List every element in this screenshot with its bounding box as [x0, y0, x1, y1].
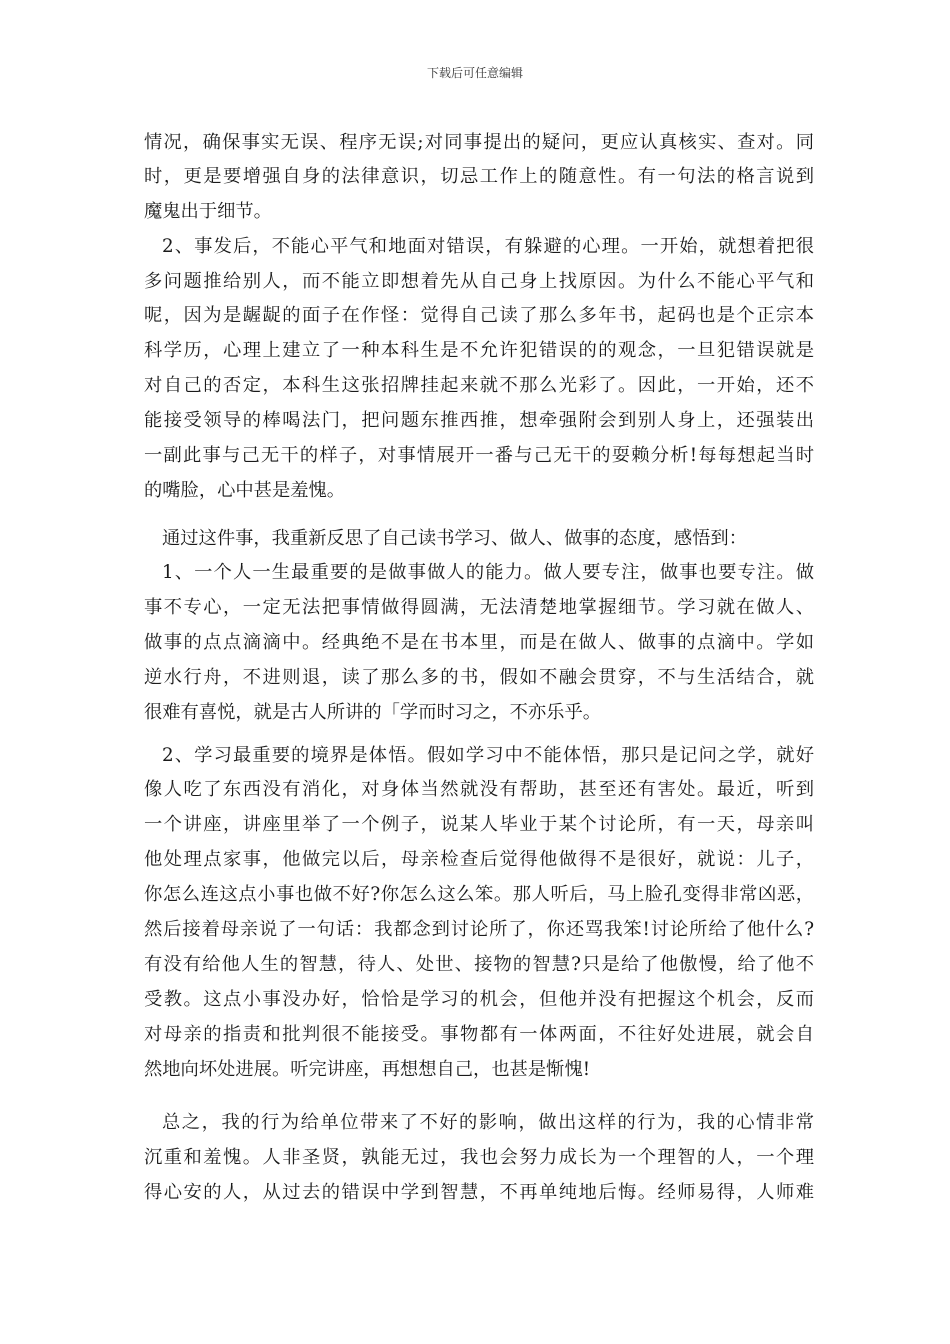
text-line: 2、事发后，不能心平气和地面对错误，有躲避的心理。一开始，就想着把很	[162, 236, 814, 257]
text-line: 的嘴脸，心中甚是羞愧。	[144, 480, 346, 501]
text-line: 1、一个人一生最重要的是做事做人的能力。做人要专注，做事也要专注。做	[162, 562, 814, 583]
text-line: 事不专心，一定无法把事情做得圆满，无法清楚地掌握细节。学习就在做人、	[144, 597, 814, 618]
text-line: 科学历，心理上建立了一种本科生是不允许犯错误的的观念，一旦犯错误就是	[144, 340, 814, 361]
page-header: 下载后可任意编辑	[426, 66, 523, 80]
text-line: 受教。这点小事没办好，恰恰是学习的机会，但他并没有把握这个机会，反而	[144, 989, 814, 1010]
text-line: 然地向坏处进展。听完讲座，再想想自己，也甚是惭愧!	[144, 1059, 591, 1080]
text-line: 通过这件事，我重新反思了自己读书学习、做人、做事的态度，感悟到：	[162, 528, 747, 549]
text-line: 一个讲座，讲座里举了一个例子，说某人毕业于某个讨论所，有一天，母亲叫	[144, 814, 814, 835]
text-line: 得心安的人，从过去的错误中学到智慧，不再单纯地后悔。经师易得，人师难	[144, 1182, 814, 1203]
text-line: 做事的点点滴滴中。经典绝不是在书本里，而是在做人、做事的点滴中。学如	[144, 632, 814, 653]
text-line: 逆水行舟，不进则退，读了那么多的书，假如不融会贯穿，不与生活结合，就	[144, 667, 814, 688]
text-line: 情况，确保事实无误、程序无误;对同事提出的疑问，更应认真核实、查对。同	[144, 132, 814, 153]
text-line: 呢，因为是龌龊的面子在作怪：觉得自己读了那么多年书，起码也是个正宗本	[144, 305, 814, 326]
text-line: 沉重和羞愧。人非圣贤，孰能无过，我也会努力成长为一个理智的人，一个理	[144, 1147, 814, 1168]
text-line: 总之，我的行为给单位带来了不好的影响，做出这样的行为，我的心情非常	[162, 1112, 814, 1133]
text-line: 2、学习最重要的境界是体悟。假如学习中不能体悟，那只是记问之学，就好	[162, 745, 814, 766]
text-line: 魔鬼出于细节。	[144, 201, 272, 222]
text-line: 时，更是要增强自身的法律意识，切忌工作上的随意性。有一句法的格言说到	[144, 166, 814, 187]
text-line: 你怎么连这点小事也做不好?你怎么这么笨。那人听后，马上脸孔变得非常凶恶，	[144, 884, 814, 905]
text-line: 对母亲的指责和批判很不能接受。事物都有一体两面，不往好处进展，就会自	[144, 1024, 814, 1045]
text-line: 一副此事与己无干的样子，对事情展开一番与己无干的耍赖分析!每每想起当时	[144, 445, 814, 466]
text-line: 像人吃了东西没有消化，对身体当然就没有帮助，甚至还有害处。最近，听到	[144, 779, 814, 800]
text-line: 然后接着母亲说了一句话：我都念到讨论所了，你还骂我笨!讨论所给了他什么?	[144, 919, 814, 940]
text-line: 能接受领导的棒喝法门，把问题东推西推，想牵强附会到别人身上，还强装出	[144, 410, 814, 431]
text-line: 有没有给他人生的智慧，待人、处世、接物的智慧?只是给了他傲慢，给了他不	[144, 954, 814, 975]
text-line: 很难有喜悦，就是古人所讲的「学而时习之，不亦乐乎。	[144, 702, 602, 723]
text-line: 他处理点家事，他做完以后，母亲检查后觉得他做得不是很好，就说：儿子，	[144, 849, 814, 870]
text-line: 多问题推给别人，而不能立即想着先从自己身上找原因。为什么不能心平气和	[144, 271, 814, 292]
text-line: 对自己的否定，本科生这张招牌挂起来就不那么光彩了。因此，一开始，还不	[144, 375, 814, 396]
